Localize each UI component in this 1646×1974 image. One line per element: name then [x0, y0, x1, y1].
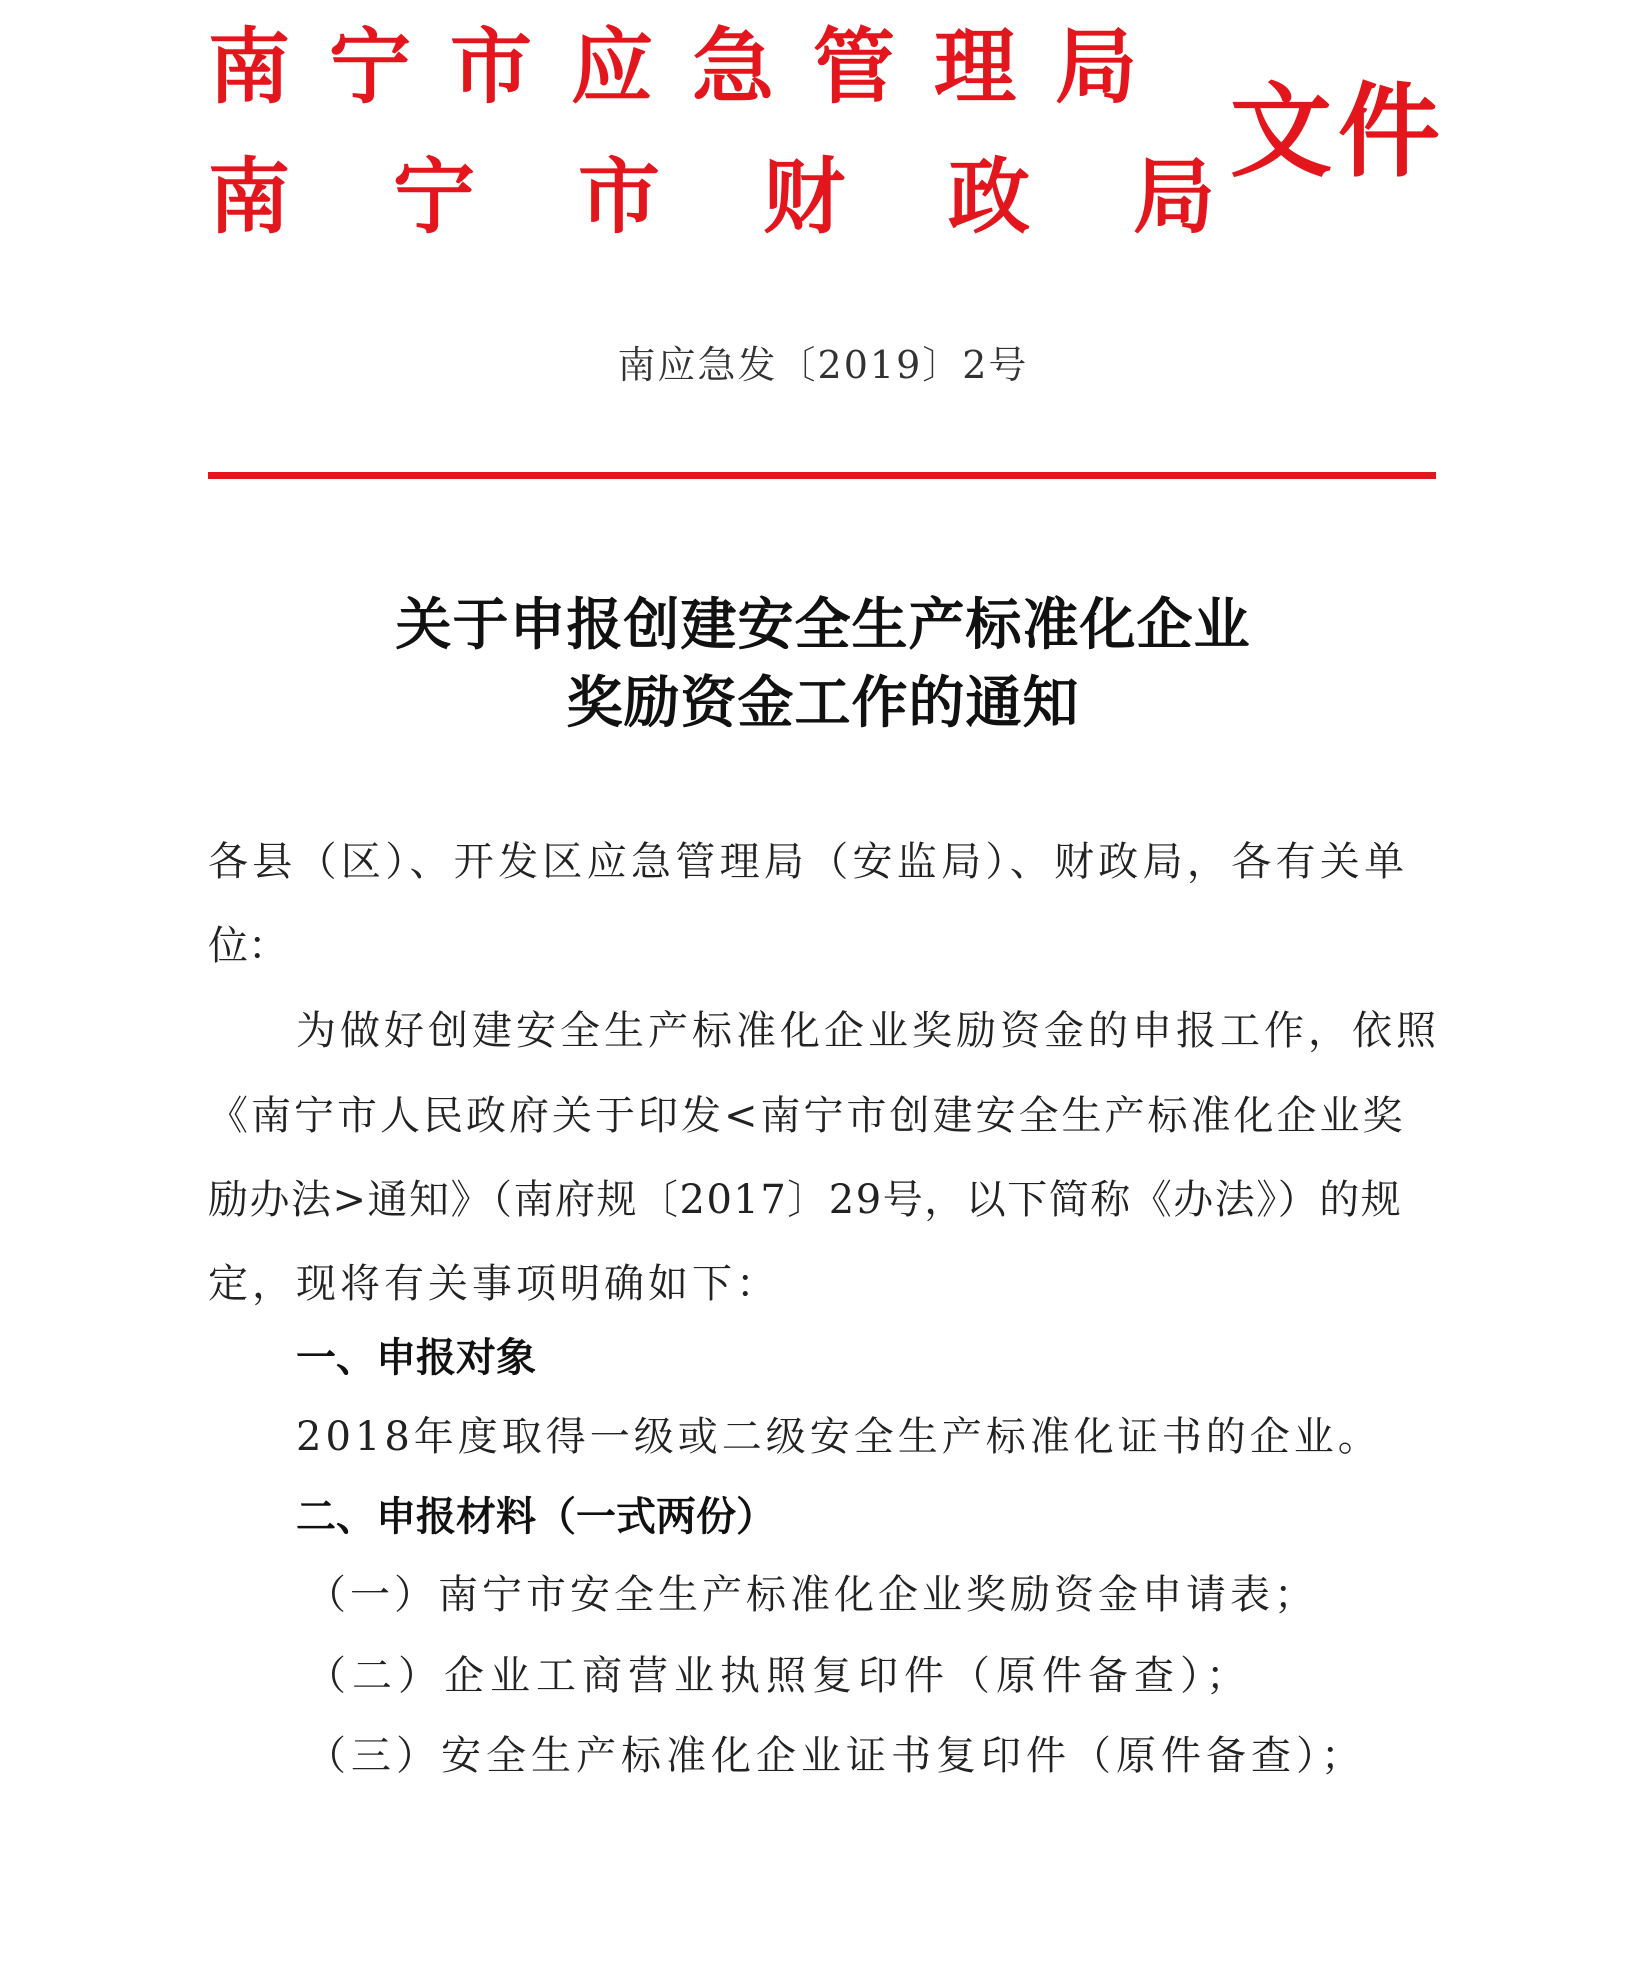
salutation-line-1: 各县（区）、开发区应急管理局（安监局）、财政局，各有关单 — [208, 839, 1409, 885]
title-line-1: 关于申报创建安全生产标准化企业 — [395, 592, 1251, 658]
section-1-text: 2018年度取得一级或二级安全生产标准化证书的企业。 — [296, 1414, 1382, 1460]
document-number: 南应急发〔2019〕2号 — [617, 343, 1029, 387]
salutation-line-2: 位： — [208, 923, 288, 969]
issuer-line-1: 南宁市应急管理局 — [208, 20, 1177, 115]
section-2-item-3: （三）安全生产标准化企业证书复印件（原件备查）； — [306, 1733, 1366, 1779]
title-line-2: 奖励资金工作的通知 — [566, 670, 1080, 736]
red-divider — [208, 472, 1436, 479]
issuer-line-2: 南宁市财政局 — [208, 150, 1319, 245]
paragraph-1-line-2: 《南宁市人民政府关于印发<南宁市创建安全生产标准化企业奖 — [208, 1093, 1406, 1139]
section-2-heading: 二、申报材料（一式两份） — [296, 1494, 776, 1540]
document-suffix: 文件 — [1230, 73, 1446, 192]
paragraph-1-line-3: 励办法>通知》（南府规〔2017〕29号，以下简称《办法》）的规 — [208, 1177, 1403, 1223]
section-2-item-1: （一）南宁市安全生产标准化企业奖励资金申请表； — [306, 1572, 1318, 1618]
paragraph-1-line-1: 为做好创建安全生产标准化企业奖励资金的申报工作，依照 — [296, 1008, 1440, 1054]
section-2-item-2: （二）企业工商营业执照复印件（原件备查）； — [306, 1653, 1252, 1699]
section-1-heading: 一、申报对象 — [296, 1335, 536, 1381]
paragraph-1-line-4: 定，现将有关事项明确如下： — [208, 1261, 780, 1307]
